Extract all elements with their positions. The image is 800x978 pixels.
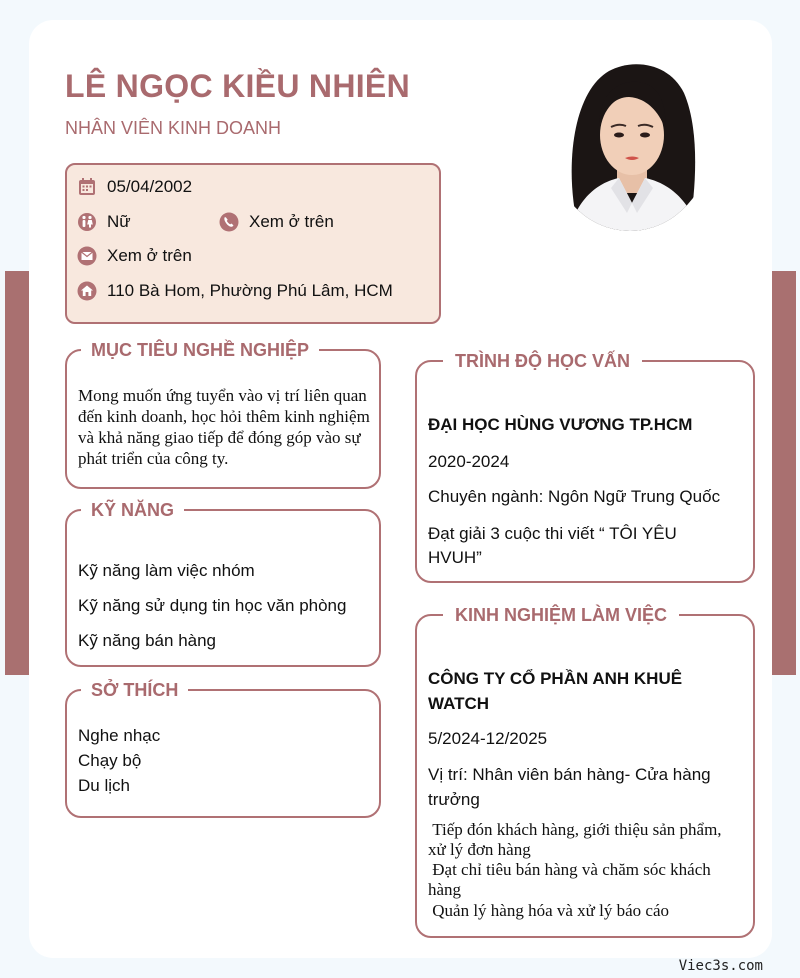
gender-icon	[77, 212, 97, 232]
calendar-icon	[77, 177, 97, 197]
mail-icon	[77, 246, 97, 266]
gender-value: Nữ	[107, 212, 131, 231]
experience-position: Vị trí: Nhân viên bán hàng- Cửa hàng trưởng	[428, 765, 711, 809]
objective-title: MỤC TIÊU NGHỀ NGHIỆP	[81, 338, 319, 362]
home-icon	[77, 281, 97, 301]
hobbies-title: SỞ THÍCH	[81, 678, 188, 702]
hobby-item: Du lịch	[78, 776, 130, 795]
experience-period: 5/2024-12/2025	[428, 729, 548, 748]
hobby-item: Chạy bộ	[78, 751, 142, 770]
skills-title: KỸ NĂNG	[81, 498, 184, 522]
contact-info-box	[65, 163, 441, 324]
gender-row	[77, 212, 131, 232]
email-value: Xem ở trên	[107, 246, 192, 265]
address-row	[77, 281, 393, 301]
education-title: TRÌNH ĐỘ HỌC VẤN	[443, 349, 642, 373]
duty-item: Quản lý hàng hóa và xử lý báo cáo	[428, 901, 670, 920]
address-value: 110 Bà Hom, Phường Phú Lâm, HCM	[107, 281, 393, 300]
phone-value: Xem ở trên	[249, 212, 334, 231]
left-accent-band	[5, 271, 29, 675]
duty-item: Đạt chỉ tiêu bán hàng và chăm sóc khách hàng	[428, 860, 716, 899]
candidate-name: LÊ NGỌC KIỀU NHIÊN	[65, 68, 410, 104]
company-name: CÔNG TY CỔ PHẦN ANH KHUÊ WATCH	[428, 669, 683, 713]
candidate-role: NHÂN VIÊN KINH DOANH	[65, 118, 282, 138]
education-major: Chuyên ngành: Ngôn Ngữ Trung Quốc	[428, 487, 721, 506]
skill-item: Kỹ năng làm việc nhóm	[78, 561, 255, 580]
skill-item: Kỹ năng sử dụng tin học văn phòng	[78, 596, 347, 615]
hobby-item: Nghe nhạc	[78, 726, 161, 745]
birthdate-row	[77, 177, 192, 197]
profile-photo	[549, 53, 711, 231]
objective-section	[65, 340, 381, 489]
experience-title: KINH NGHIỆM LÀM VIỆC	[443, 603, 679, 627]
right-accent-band	[772, 271, 796, 675]
skills-section	[65, 500, 381, 667]
hobbies-section	[65, 680, 381, 818]
education-years: 2020-2024	[428, 452, 510, 471]
duty-item: Tiếp đón khách hàng, giới thiệu sản phẩm, xử lý đơn hàng	[428, 820, 726, 859]
email-row	[77, 246, 192, 266]
school-name: ĐẠI HỌC HÙNG VƯƠNG TP.HCM	[428, 415, 693, 434]
education-award: Đạt giải 3 cuộc thi viết “ TÔI YÊU HVUH”	[428, 524, 677, 567]
site-watermark: Viec3s.com	[678, 958, 763, 974]
phone-icon	[219, 212, 239, 232]
phone-row	[219, 212, 334, 232]
birthdate-value: 05/04/2002	[107, 177, 193, 196]
experience-section	[415, 605, 755, 938]
education-section	[415, 351, 755, 583]
skill-item: Kỹ năng bán hàng	[78, 631, 217, 650]
objective-text: Mong muốn ứng tuyển vào vị trí liên quan đến kinh doanh, học hỏi thêm kinh nghiệm và khả năng giao tiếp để đóng góp vào sự phát triển của công ty.	[78, 386, 370, 468]
